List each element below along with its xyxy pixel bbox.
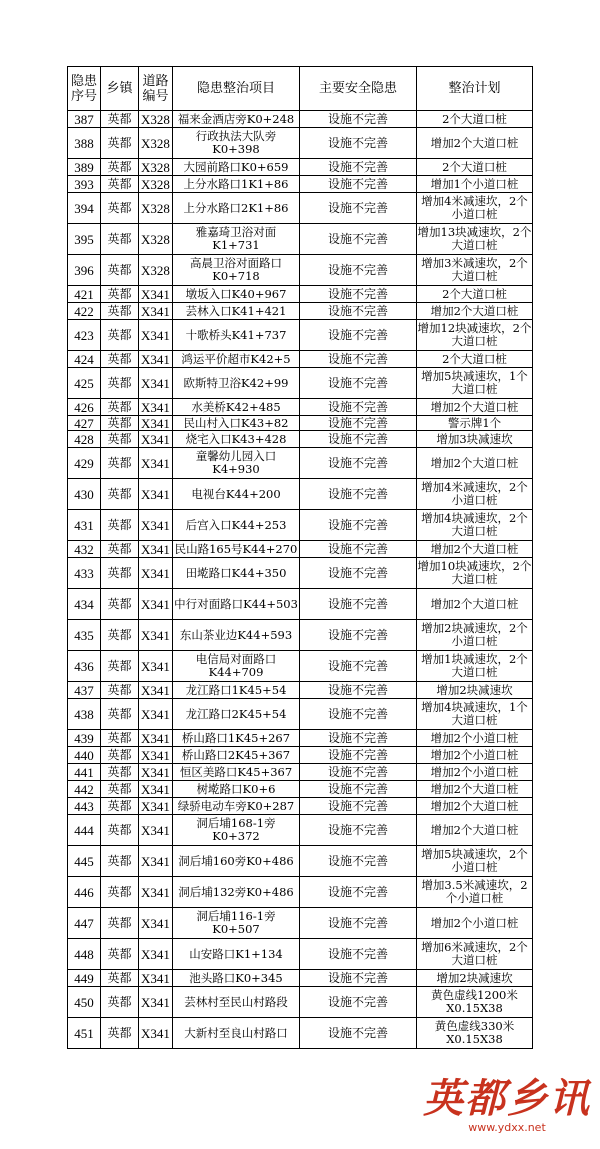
cell-item: 田墘路口K44+350 xyxy=(173,558,300,589)
cell-hazard-no: 441 xyxy=(68,764,101,781)
cell-road-no: X341 xyxy=(139,1018,173,1049)
cell-hazard-no: 445 xyxy=(68,846,101,877)
cell-road-no: X328 xyxy=(139,255,173,286)
cell-risk: 设施不完善 xyxy=(300,620,417,651)
cell-item: 雅嘉琦卫浴对面K1+731 xyxy=(173,224,300,255)
cell-item: 高晨卫浴对面路口K0+718 xyxy=(173,255,300,286)
cell-item: 烧宅入口K43+428 xyxy=(173,431,300,448)
cell-plan: 增加4米减速坎，2个小道口桩 xyxy=(417,479,533,510)
cell-hazard-no: 447 xyxy=(68,908,101,939)
cell-town: 英都 xyxy=(101,939,139,970)
cell-item: 龙江路口2K45+54 xyxy=(173,699,300,730)
cell-hazard-no: 394 xyxy=(68,193,101,224)
cell-town: 英都 xyxy=(101,987,139,1018)
cell-road-no: X341 xyxy=(139,620,173,651)
cell-town: 英都 xyxy=(101,877,139,908)
cell-item: 池头路口K0+345 xyxy=(173,970,300,987)
cell-road-no: X341 xyxy=(139,286,173,303)
cell-road-no: X328 xyxy=(139,111,173,128)
cell-town: 英都 xyxy=(101,193,139,224)
cell-town: 英都 xyxy=(101,558,139,589)
header-hazard-no: 隐患序号 xyxy=(68,67,101,111)
cell-risk: 设施不完善 xyxy=(300,320,417,351)
table-row xyxy=(68,781,533,798)
cell-risk: 设施不完善 xyxy=(300,255,417,286)
cell-item: 树墘路口K0+6 xyxy=(173,781,300,798)
cell-hazard-no: 426 xyxy=(68,399,101,416)
cell-hazard-no: 427 xyxy=(68,416,101,431)
cell-town: 英都 xyxy=(101,128,139,159)
cell-road-no: X341 xyxy=(139,368,173,399)
cell-road-no: X341 xyxy=(139,351,173,368)
cell-item: 电信局对面路口K44+709 xyxy=(173,651,300,682)
cell-plan: 增加2个小道口桩 xyxy=(417,764,533,781)
header-risk: 主要安全隐患 xyxy=(300,67,417,111)
cell-risk: 设施不完善 xyxy=(300,1018,417,1049)
header-road-no: 道路编号 xyxy=(139,67,173,111)
cell-risk: 设施不完善 xyxy=(300,286,417,303)
cell-road-no: X328 xyxy=(139,193,173,224)
cell-plan: 增加2个大道口桩 xyxy=(417,815,533,846)
cell-town: 英都 xyxy=(101,416,139,431)
hazard-table-sheet xyxy=(67,66,533,1049)
cell-risk: 设施不完善 xyxy=(300,128,417,159)
cell-road-no: X341 xyxy=(139,970,173,987)
table-row xyxy=(68,877,533,908)
cell-item: 龙江路口1K45+54 xyxy=(173,682,300,699)
cell-town: 英都 xyxy=(101,541,139,558)
table-row xyxy=(68,908,533,939)
watermark-url: www.ydxx.net xyxy=(468,1121,546,1134)
cell-plan: 2个大道口桩 xyxy=(417,286,533,303)
cell-item: 洞后埔168-1旁K0+372 xyxy=(173,815,300,846)
cell-item: 民山路165号K44+270 xyxy=(173,541,300,558)
table-row xyxy=(68,448,533,479)
cell-road-no: X341 xyxy=(139,479,173,510)
cell-town: 英都 xyxy=(101,303,139,320)
header-plan: 整治计划 xyxy=(417,67,533,111)
cell-road-no: X341 xyxy=(139,589,173,620)
cell-plan: 增加3米减速坎，2个大道口桩 xyxy=(417,255,533,286)
cell-hazard-no: 449 xyxy=(68,970,101,987)
cell-town: 英都 xyxy=(101,589,139,620)
table-row xyxy=(68,589,533,620)
cell-town: 英都 xyxy=(101,781,139,798)
watermark-logo xyxy=(422,1077,592,1141)
cell-hazard-no: 395 xyxy=(68,224,101,255)
cell-risk: 设施不完善 xyxy=(300,224,417,255)
cell-road-no: X341 xyxy=(139,320,173,351)
cell-road-no: X341 xyxy=(139,987,173,1018)
cell-plan: 增加13块减速坎，2个大道口桩 xyxy=(417,224,533,255)
table-row xyxy=(68,128,533,159)
table-row xyxy=(68,176,533,193)
cell-risk: 设施不完善 xyxy=(300,510,417,541)
cell-plan: 增加2块减速坎 xyxy=(417,970,533,987)
cell-risk: 设施不完善 xyxy=(300,448,417,479)
cell-road-no: X341 xyxy=(139,510,173,541)
cell-risk: 设施不完善 xyxy=(300,558,417,589)
cell-hazard-no: 428 xyxy=(68,431,101,448)
table-row xyxy=(68,541,533,558)
cell-plan: 黄色虚线330米X0.15X38 xyxy=(417,1018,533,1049)
cell-item: 洞后埔132旁K0+486 xyxy=(173,877,300,908)
cell-item: 后宫入口K44+253 xyxy=(173,510,300,541)
cell-hazard-no: 438 xyxy=(68,699,101,730)
table-row xyxy=(68,939,533,970)
table-row xyxy=(68,303,533,320)
cell-road-no: X341 xyxy=(139,416,173,431)
cell-plan: 增加10块减速坎，2个大道口桩 xyxy=(417,558,533,589)
cell-town: 英都 xyxy=(101,815,139,846)
table-row xyxy=(68,224,533,255)
cell-risk: 设施不完善 xyxy=(300,651,417,682)
cell-risk: 设施不完善 xyxy=(300,541,417,558)
cell-plan: 增加1块减速坎，2个大道口桩 xyxy=(417,651,533,682)
table-row xyxy=(68,479,533,510)
cell-risk: 设施不完善 xyxy=(300,351,417,368)
cell-item: 福来金酒店旁K0+248 xyxy=(173,111,300,128)
table-row xyxy=(68,747,533,764)
cell-town: 英都 xyxy=(101,651,139,682)
cell-hazard-no: 434 xyxy=(68,589,101,620)
cell-plan: 增加2个大道口桩 xyxy=(417,541,533,558)
cell-road-no: X328 xyxy=(139,128,173,159)
cell-item: 鸿运平价超市K42+5 xyxy=(173,351,300,368)
cell-plan: 黄色虚线1200米X0.15X38 xyxy=(417,987,533,1018)
table-row xyxy=(68,651,533,682)
cell-road-no: X328 xyxy=(139,159,173,176)
table-row xyxy=(68,699,533,730)
cell-road-no: X341 xyxy=(139,682,173,699)
cell-town: 英都 xyxy=(101,431,139,448)
cell-hazard-no: 450 xyxy=(68,987,101,1018)
cell-hazard-no: 436 xyxy=(68,651,101,682)
cell-plan: 增加2个大道口桩 xyxy=(417,303,533,320)
table-row xyxy=(68,351,533,368)
header-item: 隐患整治项目 xyxy=(173,67,300,111)
cell-road-no: X341 xyxy=(139,541,173,558)
cell-road-no: X341 xyxy=(139,730,173,747)
cell-item: 十歌桥头K41+737 xyxy=(173,320,300,351)
cell-hazard-no: 432 xyxy=(68,541,101,558)
cell-item: 上分水路口1K1+86 xyxy=(173,176,300,193)
cell-risk: 设施不完善 xyxy=(300,747,417,764)
cell-plan: 增加4米减速坎，2个小道口桩 xyxy=(417,193,533,224)
cell-road-no: X341 xyxy=(139,699,173,730)
table-row xyxy=(68,320,533,351)
cell-risk: 设施不完善 xyxy=(300,368,417,399)
table-row xyxy=(68,111,533,128)
cell-hazard-no: 421 xyxy=(68,286,101,303)
cell-risk: 设施不完善 xyxy=(300,111,417,128)
table-row xyxy=(68,764,533,781)
cell-hazard-no: 425 xyxy=(68,368,101,399)
cell-plan: 增加2个小道口桩 xyxy=(417,908,533,939)
cell-risk: 设施不完善 xyxy=(300,908,417,939)
cell-plan: 增加12块减速坎，2个大道口桩 xyxy=(417,320,533,351)
cell-plan: 2个大道口桩 xyxy=(417,351,533,368)
cell-road-no: X341 xyxy=(139,558,173,589)
cell-plan: 增加6米减速坎，2个大道口桩 xyxy=(417,939,533,970)
cell-risk: 设施不完善 xyxy=(300,416,417,431)
cell-plan: 增加2个大道口桩 xyxy=(417,448,533,479)
cell-risk: 设施不完善 xyxy=(300,159,417,176)
cell-plan: 增加3.5米减速坎，2个小道口桩 xyxy=(417,877,533,908)
table-row xyxy=(68,1018,533,1049)
cell-hazard-no: 423 xyxy=(68,320,101,351)
cell-risk: 设施不完善 xyxy=(300,939,417,970)
cell-plan: 增加2个大道口桩 xyxy=(417,128,533,159)
cell-plan: 增加4块减速坎，1个大道口桩 xyxy=(417,699,533,730)
cell-road-no: X328 xyxy=(139,224,173,255)
cell-town: 英都 xyxy=(101,682,139,699)
cell-hazard-no: 451 xyxy=(68,1018,101,1049)
cell-town: 英都 xyxy=(101,320,139,351)
cell-item: 东山茶业边K44+593 xyxy=(173,620,300,651)
cell-hazard-no: 435 xyxy=(68,620,101,651)
cell-town: 英都 xyxy=(101,399,139,416)
cell-item: 恒区美路口K45+367 xyxy=(173,764,300,781)
cell-road-no: X341 xyxy=(139,651,173,682)
cell-item: 桥山路口2K45+367 xyxy=(173,747,300,764)
cell-risk: 设施不完善 xyxy=(300,431,417,448)
cell-plan: 增加5块减速坎，2个小道口桩 xyxy=(417,846,533,877)
cell-road-no: X341 xyxy=(139,908,173,939)
cell-plan: 增加5块减速坎，1个大道口桩 xyxy=(417,368,533,399)
cell-item: 民山村入口K43+82 xyxy=(173,416,300,431)
table-row xyxy=(68,846,533,877)
cell-item: 山安路口K1+134 xyxy=(173,939,300,970)
table-row xyxy=(68,368,533,399)
cell-plan: 增加2个大道口桩 xyxy=(417,399,533,416)
cell-plan: 增加2个小道口桩 xyxy=(417,730,533,747)
cell-town: 英都 xyxy=(101,351,139,368)
cell-road-no: X341 xyxy=(139,399,173,416)
cell-item: 中行对面路口K44+503 xyxy=(173,589,300,620)
cell-town: 英都 xyxy=(101,255,139,286)
cell-town: 英都 xyxy=(101,510,139,541)
table-row xyxy=(68,682,533,699)
cell-item: 桥山路口1K45+267 xyxy=(173,730,300,747)
cell-plan: 增加2个大道口桩 xyxy=(417,798,533,815)
cell-town: 英都 xyxy=(101,286,139,303)
cell-plan: 增加2个小道口桩 xyxy=(417,747,533,764)
table-row xyxy=(68,620,533,651)
cell-hazard-no: 448 xyxy=(68,939,101,970)
cell-town: 英都 xyxy=(101,798,139,815)
cell-town: 英都 xyxy=(101,846,139,877)
cell-risk: 设施不完善 xyxy=(300,176,417,193)
table-row xyxy=(68,286,533,303)
cell-risk: 设施不完善 xyxy=(300,846,417,877)
table-row xyxy=(68,558,533,589)
cell-item: 水美桥K42+485 xyxy=(173,399,300,416)
cell-road-no: X341 xyxy=(139,846,173,877)
cell-hazard-no: 396 xyxy=(68,255,101,286)
cell-plan: 增加2个大道口桩 xyxy=(417,781,533,798)
cell-town: 英都 xyxy=(101,747,139,764)
cell-road-no: X328 xyxy=(139,176,173,193)
cell-town: 英都 xyxy=(101,448,139,479)
cell-hazard-no: 446 xyxy=(68,877,101,908)
cell-item: 大新村至良山村路口 xyxy=(173,1018,300,1049)
cell-risk: 设施不完善 xyxy=(300,303,417,320)
cell-risk: 设施不完善 xyxy=(300,781,417,798)
table-row xyxy=(68,815,533,846)
cell-road-no: X341 xyxy=(139,939,173,970)
cell-road-no: X341 xyxy=(139,798,173,815)
cell-plan: 增加2块减速坎 xyxy=(417,682,533,699)
table-row xyxy=(68,255,533,286)
cell-hazard-no: 393 xyxy=(68,176,101,193)
table-row xyxy=(68,987,533,1018)
cell-hazard-no: 431 xyxy=(68,510,101,541)
cell-risk: 设施不完善 xyxy=(300,399,417,416)
cell-item: 上分水路口2K1+86 xyxy=(173,193,300,224)
cell-risk: 设施不完善 xyxy=(300,798,417,815)
cell-plan: 增加2个大道口桩 xyxy=(417,589,533,620)
hazard-table xyxy=(67,66,533,1049)
cell-hazard-no: 433 xyxy=(68,558,101,589)
cell-road-no: X341 xyxy=(139,877,173,908)
table-row xyxy=(68,416,533,431)
cell-town: 英都 xyxy=(101,764,139,781)
cell-town: 英都 xyxy=(101,908,139,939)
cell-road-no: X341 xyxy=(139,431,173,448)
cell-town: 英都 xyxy=(101,159,139,176)
cell-item: 大园前路口K0+659 xyxy=(173,159,300,176)
cell-risk: 设施不完善 xyxy=(300,589,417,620)
table-header-row xyxy=(68,67,533,111)
cell-hazard-no: 388 xyxy=(68,128,101,159)
table-row xyxy=(68,970,533,987)
cell-item: 芸林入口K41+421 xyxy=(173,303,300,320)
table-row xyxy=(68,798,533,815)
cell-road-no: X341 xyxy=(139,747,173,764)
cell-item: 洞后埔160旁K0+486 xyxy=(173,846,300,877)
cell-town: 英都 xyxy=(101,368,139,399)
cell-plan: 2个大道口桩 xyxy=(417,111,533,128)
cell-town: 英都 xyxy=(101,730,139,747)
watermark-name: 英都乡讯 xyxy=(423,1075,591,1122)
table-row xyxy=(68,431,533,448)
cell-item: 芸林村至民山村路段 xyxy=(173,987,300,1018)
cell-hazard-no: 439 xyxy=(68,730,101,747)
cell-road-no: X341 xyxy=(139,815,173,846)
cell-plan: 警示牌1个 xyxy=(417,416,533,431)
cell-road-no: X341 xyxy=(139,764,173,781)
cell-town: 英都 xyxy=(101,970,139,987)
table-row xyxy=(68,510,533,541)
cell-item: 洞后埔116-1旁K0+507 xyxy=(173,908,300,939)
cell-risk: 设施不完善 xyxy=(300,699,417,730)
cell-road-no: X341 xyxy=(139,781,173,798)
table-row xyxy=(68,730,533,747)
cell-town: 英都 xyxy=(101,224,139,255)
cell-hazard-no: 387 xyxy=(68,111,101,128)
cell-risk: 设施不完善 xyxy=(300,987,417,1018)
cell-hazard-no: 442 xyxy=(68,781,101,798)
cell-item: 欧斯特卫浴K42+99 xyxy=(173,368,300,399)
cell-risk: 设施不完善 xyxy=(300,970,417,987)
cell-hazard-no: 424 xyxy=(68,351,101,368)
cell-hazard-no: 440 xyxy=(68,747,101,764)
table-row xyxy=(68,193,533,224)
cell-hazard-no: 429 xyxy=(68,448,101,479)
cell-risk: 设施不完善 xyxy=(300,815,417,846)
cell-item: 绿骄电动车旁K0+287 xyxy=(173,798,300,815)
cell-risk: 设施不完善 xyxy=(300,193,417,224)
cell-item: 行政执法大队旁K0+398 xyxy=(173,128,300,159)
cell-risk: 设施不完善 xyxy=(300,479,417,510)
cell-town: 英都 xyxy=(101,111,139,128)
cell-risk: 设施不完善 xyxy=(300,764,417,781)
cell-risk: 设施不完善 xyxy=(300,682,417,699)
cell-hazard-no: 430 xyxy=(68,479,101,510)
cell-hazard-no: 437 xyxy=(68,682,101,699)
cell-road-no: X341 xyxy=(139,448,173,479)
cell-risk: 设施不完善 xyxy=(300,877,417,908)
header-town: 乡镇 xyxy=(101,67,139,111)
cell-town: 英都 xyxy=(101,176,139,193)
cell-item: 童馨幼儿园入口K4+930 xyxy=(173,448,300,479)
cell-town: 英都 xyxy=(101,620,139,651)
cell-plan: 增加3块减速坎 xyxy=(417,431,533,448)
cell-town: 英都 xyxy=(101,1018,139,1049)
cell-plan: 增加1个小道口桩 xyxy=(417,176,533,193)
table-row xyxy=(68,399,533,416)
cell-item: 电视台K44+200 xyxy=(173,479,300,510)
cell-hazard-no: 389 xyxy=(68,159,101,176)
cell-plan: 增加2块减速坎，2个小道口桩 xyxy=(417,620,533,651)
cell-plan: 增加4块减速坎，2个大道口桩 xyxy=(417,510,533,541)
table-row xyxy=(68,159,533,176)
cell-hazard-no: 444 xyxy=(68,815,101,846)
cell-risk: 设施不完善 xyxy=(300,730,417,747)
cell-hazard-no: 422 xyxy=(68,303,101,320)
cell-plan: 2个大道口桩 xyxy=(417,159,533,176)
cell-hazard-no: 443 xyxy=(68,798,101,815)
cell-item: 墩坂入口K40+967 xyxy=(173,286,300,303)
cell-town: 英都 xyxy=(101,479,139,510)
cell-road-no: X341 xyxy=(139,303,173,320)
cell-town: 英都 xyxy=(101,699,139,730)
